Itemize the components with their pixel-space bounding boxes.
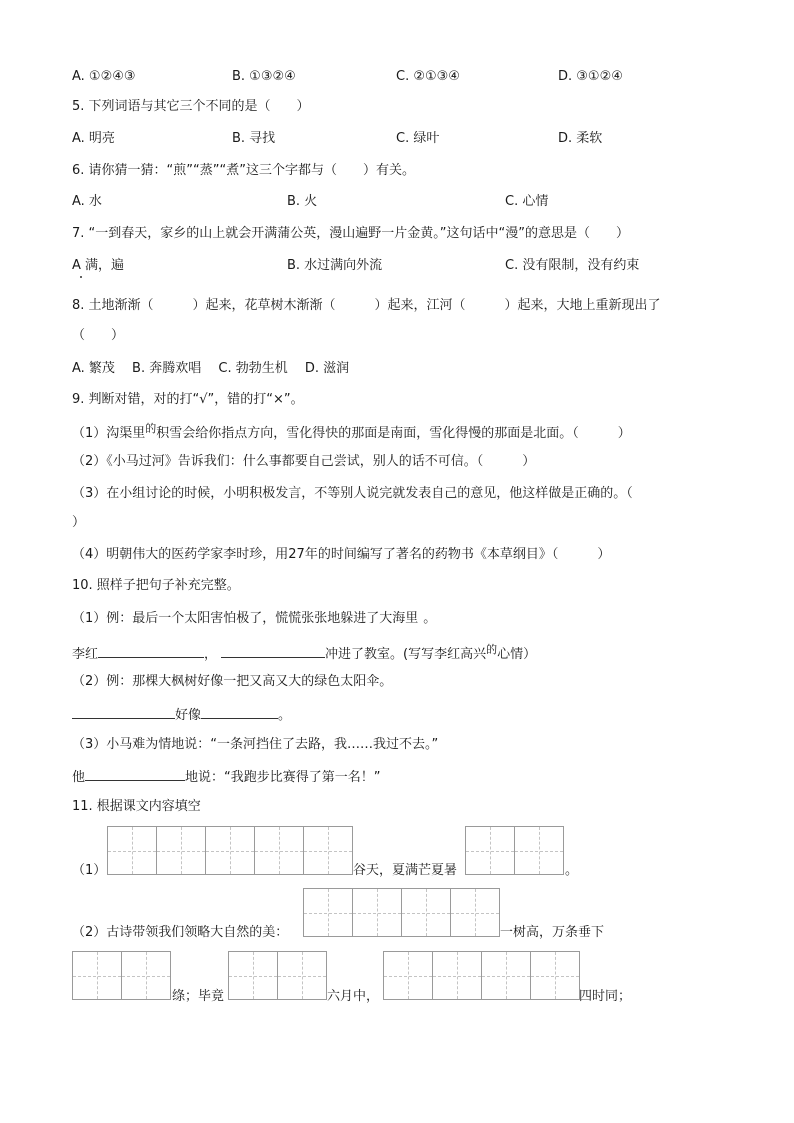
q5-option-b: B. 寻找 [232, 131, 276, 146]
q8-stem-continued: （ ） [72, 328, 125, 343]
q7-stem: 7. “一到春天，家乡的山上就会开满蒲公英，漫山遍野一片金黄。”这句话中“漫”的意思是（ ） [72, 226, 629, 241]
answer-blank[interactable] [98, 643, 204, 658]
q4-option-d: D. ③①②④ [558, 69, 623, 84]
q9-item-1: （1）沟渠里$^的$积雪会给你指点方向，雪化得快的那面是南面，雪化得慢的那面是北面。（ ） [72, 422, 631, 441]
q9-item-3: （3）在小组讨论的时候，小明积极发言，不等别人说完就发表自己的意见，他这样做是正确的。（ [72, 486, 633, 501]
q9-item-4: （4）明朝伟大的医药学家李时珍，用27年的时间编写了著名的药物书《本草纲目》（ ） [72, 547, 611, 562]
q5-option-a: A. 明亮 [72, 131, 115, 146]
q11-part1-label: （1） [72, 863, 107, 878]
q4-option-a: A. ①②④③ [72, 69, 136, 84]
q9-item-3-wrap: ） [72, 515, 86, 530]
writing-grid[interactable] [107, 826, 353, 875]
writing-grid[interactable] [72, 951, 171, 1000]
q6-option-c: C. 心情 [505, 194, 549, 209]
q7-option-c: C. 没有限制，没有约束 [505, 258, 640, 273]
writing-grid[interactable] [383, 951, 580, 1000]
answer-blank[interactable] [72, 704, 175, 719]
q6-option-b: B. 火 [287, 194, 318, 209]
q5-stem: 5. 下列词语与其它三个不同的是（ ） [72, 99, 310, 114]
writing-grid[interactable] [228, 951, 327, 1000]
q7-option-a: A 满，遍 [72, 258, 125, 273]
q10-example-1: （1）例：最后一个太阳害怕极了，慌慌张张地躲进了大海里 。 [72, 611, 437, 626]
q10-example-2: （2）例：那棵大枫树好像一把又高又大的绿色太阳伞。 [72, 674, 393, 689]
q11-part2-text: 一树高，万条垂下 [500, 925, 605, 940]
answer-blank[interactable] [221, 643, 325, 658]
q4-option-c: C. ②①③④ [396, 69, 460, 84]
q11-part1-end: 。 [565, 863, 579, 878]
q5-option-c: C. 绿叶 [396, 131, 440, 146]
q11-stem: 11. 根据课文内容填空 [72, 799, 201, 814]
q6-option-a: A. 水 [72, 194, 102, 209]
q10-fill-3: 他 地说：“我跑步比赛得了第一名！” [72, 766, 381, 787]
q9-item-2: （2）《小马过河》告诉我们：什么事都要自己尝试，别人的话不可信。（ ） [72, 454, 536, 469]
emphasis-dot [80, 276, 82, 278]
q11-part3-text-c: 四时同； [579, 989, 632, 1004]
q8-options: A. 繁茂 B. 奔腾欢唱 C. 勃勃生机 D. 滋润 [72, 361, 350, 376]
q11-part3-text-a: 绦；毕竟 [172, 989, 225, 1004]
q5-option-d: D. 柔软 [558, 131, 603, 146]
q11-part2-label: （2）古诗带领我们领略大自然的美： [72, 925, 289, 940]
writing-grid[interactable] [303, 888, 500, 937]
q7-option-b: B. 水过满向外流 [287, 258, 383, 273]
q11-part3-text-b: 六月中， [327, 989, 380, 1004]
q11-part1-text: 谷天，夏满芒夏暑 [353, 863, 458, 878]
answer-blank[interactable] [201, 704, 278, 719]
q10-example-3: （3）小马难为情地说：“一条河挡住了去路，我……我过不去。” [72, 737, 439, 752]
q8-stem: 8. 土地渐渐（ ）起来，花草树木渐渐（ ）起来，江河（ ）起来，大地上重新现出了 [72, 298, 661, 313]
q10-stem: 10. 照样子把句子补充完整。 [72, 578, 240, 593]
q10-fill-2: 好像 。 [72, 704, 291, 725]
q4-option-b: B. ①③②④ [232, 69, 296, 84]
q6-stem: 6. 请你猜一猜：“煎”“蒸”“煮”这三个字都与（ ）有关。 [72, 163, 415, 178]
answer-blank[interactable] [85, 766, 185, 781]
writing-grid[interactable] [465, 826, 564, 875]
q9-stem: 9. 判断对错，对的打“√”，错的打“×”。 [72, 392, 304, 407]
q10-fill-1: 李红 ， 冲进了教室。(写写李红高兴$^的$心情） [72, 643, 537, 662]
